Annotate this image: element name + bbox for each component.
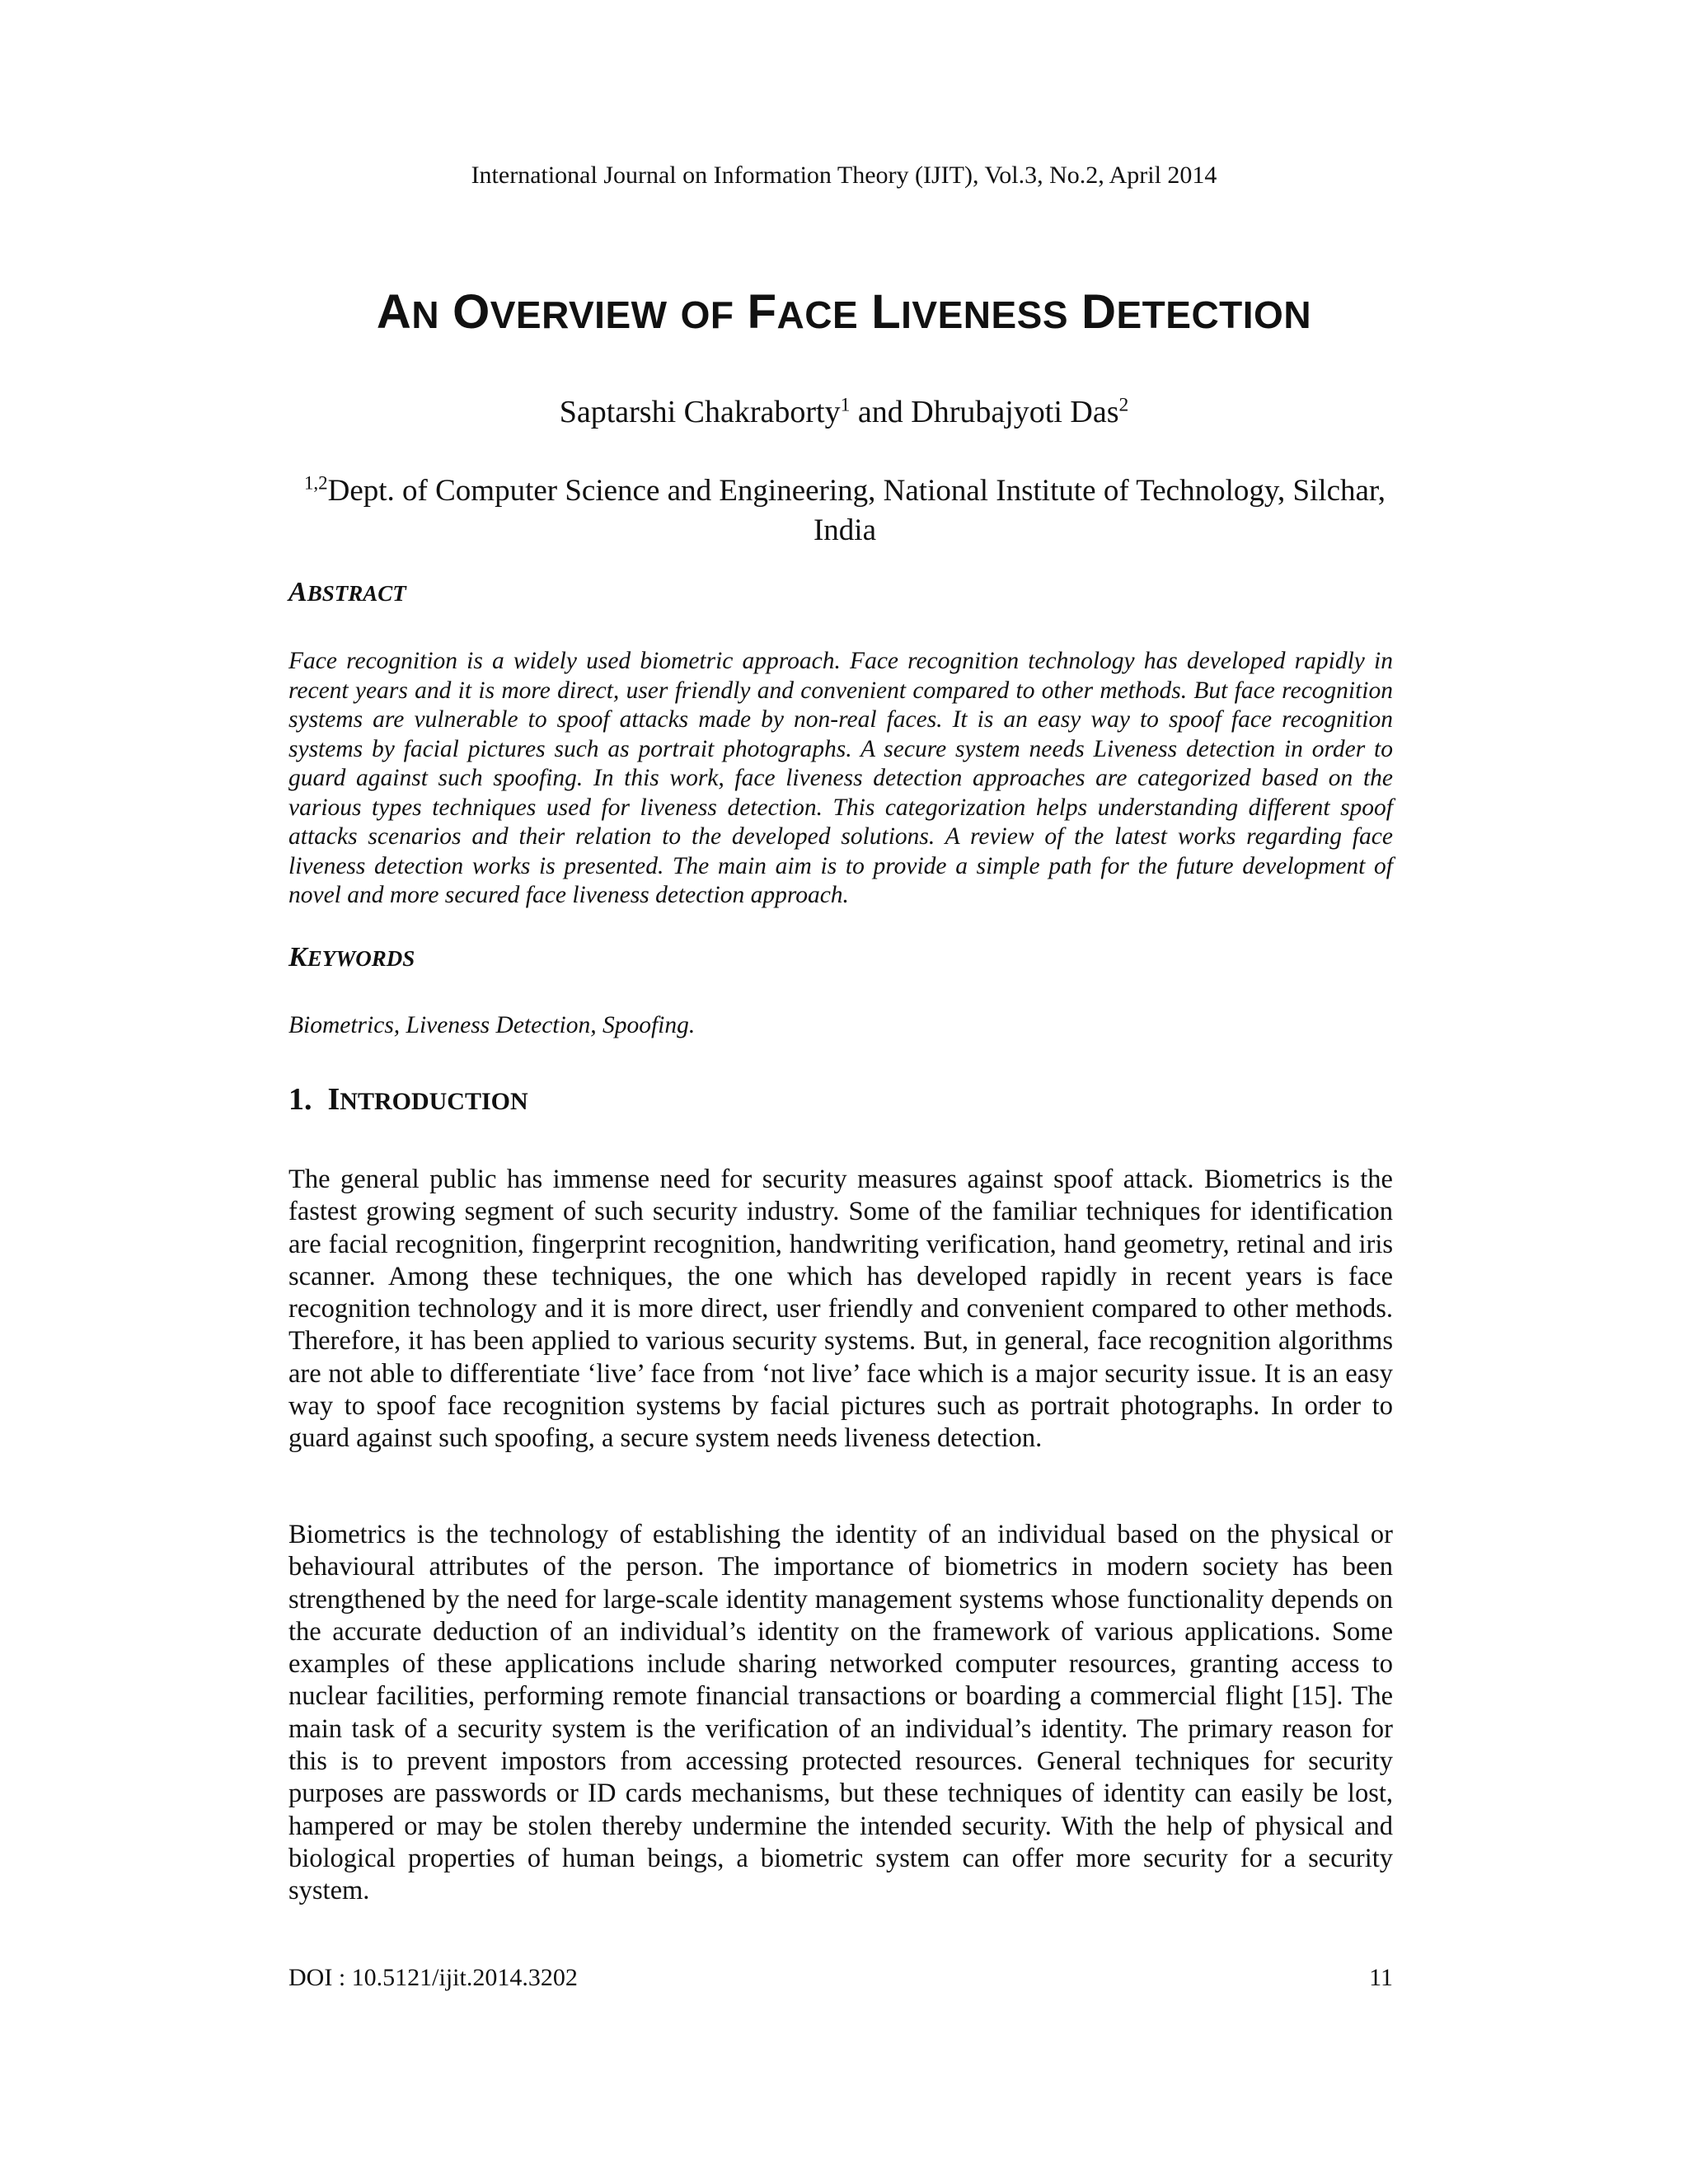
introduction-paragraph-1: The general public has immense need for security measures against spoof attack. Biometrics is the fastest growing segment of such security industry. Some of the familiar techniques for identification are facial recognition, fingerprint recognition, handwriting verification, hand geometry, retinal and iris scanner. Among these techniques, the one which has developed rapidly in recent years is face recognition technology and it is more direct, user friendly and convenient compared to other methods. Therefore, it has been applied to various security systems. But, in general, face recognition algorithms are not able to differentiate ‘live’ face from ‘not live’ face which is a major security issue. It is an easy way to spoof face recognition systems by facial pictures such as portrait photographs. In order to guard against such spoofing, a secure system needs liveness detection. [288,1165,1393,1454]
affiliation-superscript: 1,2 [303,472,328,494]
affiliation-text: Dept. of Computer Science and Engineering, National Institute of Technology, Silchar, India [327,474,1386,547]
title-letter: D [1081,285,1117,339]
heading-smallcaps: NTRODUCTION [340,1088,528,1115]
page-number: 11 [1369,1964,1393,1991]
heading-letter: K [288,942,307,972]
title-smallcaps: OF [680,293,734,336]
title-letter: L [871,285,902,339]
keywords-heading [288,942,415,973]
heading-letter: A [288,577,307,607]
introduction-paragraph-2: Biometrics is the technology of establishing the identity of an individual based on the physical or behavioural attributes of the person. The importance of biometrics in modern society has been strengthened by the need for large-scale identity management systems whose functionality depends on the accurate deduction of an individual’s identity on the framework of various applications. Some examples of these applications include sharing networked computer resources, granting access to nuclear facilities, performing remote financial transactions or boarding a commercial flight [15]. The main task of a security system is the verification of an individual’s identity. The primary reason for this is to prevent impostors from accessing protected resources. General techniques for security purposes are passwords or ID cards mechanisms, but these techniques of identity can easily be lost, hampered or may be stolen thereby undermine the intended security. With the help of physical and biological properties of human beings, a biometric system can offer more security for a security system. [288,1520,1393,1906]
section-number: 1. [288,1082,312,1117]
heading-smallcaps: BSTRACT [307,581,406,606]
author-name: Saptarshi Chakraborty [559,395,841,429]
author-superscript: 1 [840,394,851,416]
title-smallcaps: N [411,293,440,336]
title-smallcaps: ACE [776,293,859,336]
heading-smallcaps: EYWORDS [307,946,415,971]
introduction-heading [288,1081,528,1118]
abstract-text: Face recognition is a widely used biometric approach. Face recognition technology has developed rapidly in recent years and it is more direct, user friendly and convenient compared to other methods. But face recognition systems are vulnerable to spoof attacks made by non-real faces. It is an easy way to spoof face recognition systems by facial pictures such as portrait photographs. A secure system needs Liveness detection in order to guard against such spoofing. In this work, face liveness detection approaches are categorized based on the various types techniques used for liveness detection. This categorization helps understanding different spoof attacks scenarios and their relation to the developed solutions. A review of the latest works regarding face liveness detection works is presented. The main aim is to provide a simple path for the future development of novel and more secured face liveness detection approach. [288,648,1393,908]
title-smallcaps: VERVIEW [490,293,668,336]
author-conjunction: and [850,395,912,429]
keywords-text: Biometrics, Liveness Detection, Spoofing. [288,1012,696,1038]
title-smallcaps: ETECTION [1116,293,1312,336]
title-smallcaps: IVENESS [901,293,1069,336]
title-letter: O [452,285,490,339]
affiliation [288,471,1401,551]
running-header: International Journal on Information Theory (IJIT), Vol.3, No.2, April 2014 [471,162,1217,189]
heading-letter: I [327,1082,340,1117]
author-superscript: 2 [1118,394,1129,416]
paper-title [0,284,1688,340]
title-letter: A [376,285,412,339]
abstract-heading [288,577,406,608]
footer-doi: DOI : 10.5121/ijit.2014.3202 [288,1964,578,1991]
title-letter: F [747,285,777,339]
author-line [0,394,1688,430]
author-name: Dhrubajyoti Das [911,395,1119,429]
